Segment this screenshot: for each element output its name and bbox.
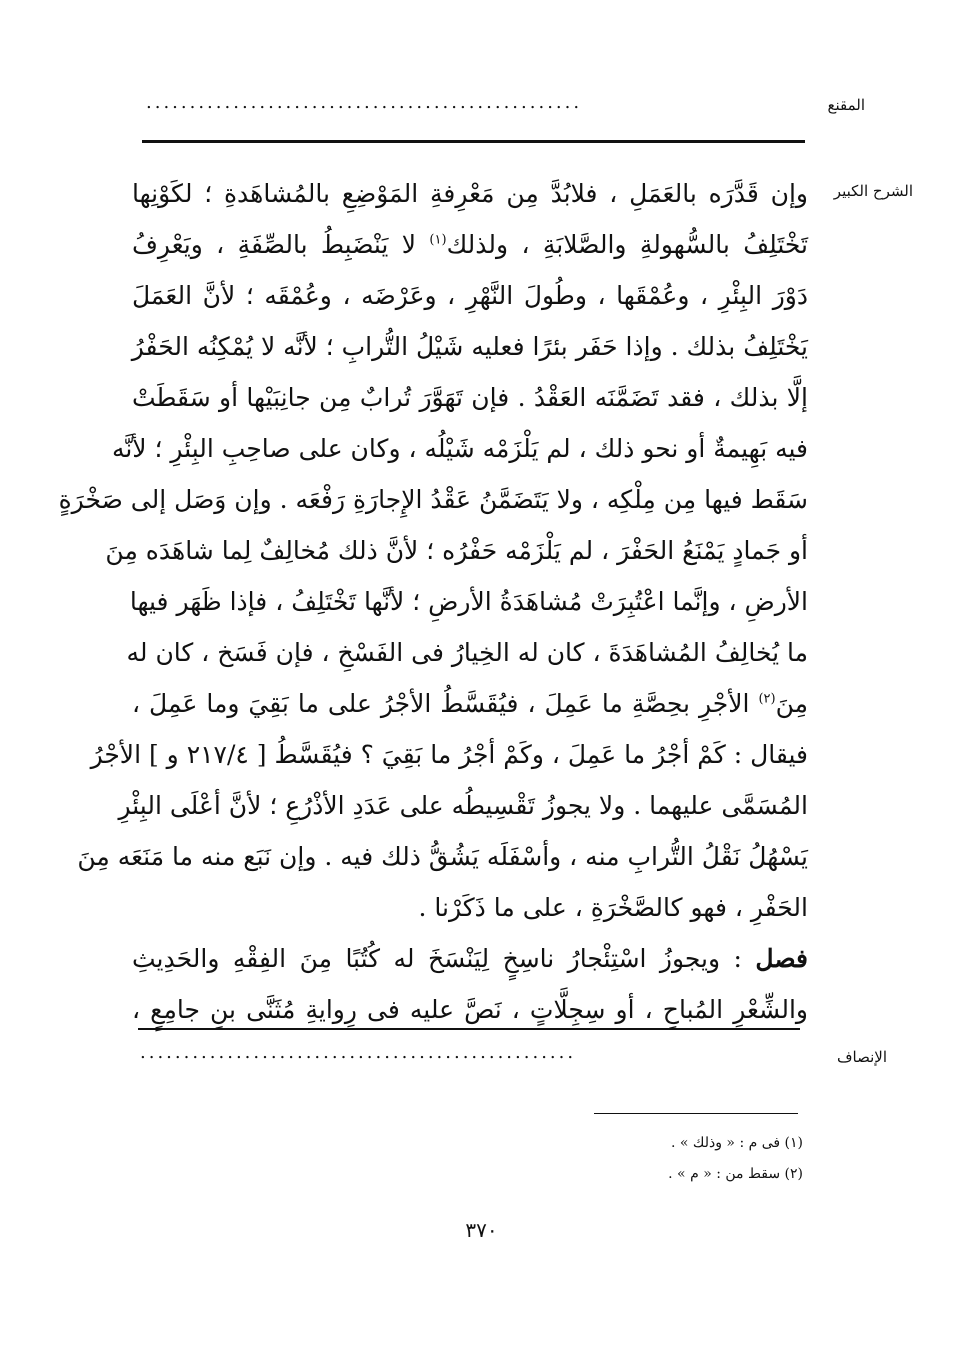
fasl-heading: فصل (755, 944, 808, 973)
text-line-8: أو جَمادٍ يَمْنَعُ الحَفْرَ ، لم يَلْزَمْه حَفْرُه ؛ لأنَّ ذلك مُخالِفٌ لِما شاهَدَه مِنَ (105, 536, 808, 565)
footnotes (668, 1128, 803, 1190)
text-line-2-head: تَخْتَلِفُ بالسُّهولةِ والصَّلابَةِ ، ولذلك (446, 230, 808, 259)
text-line-3: دَوْرَ البِئْرِ ، وعُمْقَها ، وطُولَ النَّهْرِ ، وعَرْضَه ، وعُمْقَه ؛ لأنَّ العَمَلَ (132, 281, 808, 310)
header-book-title: المقنع (827, 96, 865, 114)
footnote-1: (١) فى م : « وذلك » . (671, 1135, 803, 1151)
text-line-2 (132, 219, 808, 270)
footnote-ref-2: (٢) (758, 691, 776, 707)
text-line-13: المُسَمَّى عليهما . ولا يجوزُ تَقْسِيطُه على عَدَدِ الأذْرُعِ ؛ لأنَّ أعْلَى البِئْرِ (118, 791, 808, 820)
footnote-rule (594, 1113, 798, 1114)
text-line-11 (132, 678, 808, 729)
text-line-9: الأرضِ ، وإنَّما اعْتُبِرَتْ مُشاهَدَةُ الأرضِ ؛ لأنَّها تَخْتَلِفُ ، فإذا ظَهَر فيها (129, 587, 808, 616)
side-label-insaf: الإنصاف (836, 1048, 887, 1066)
text-line-11-tail: الأجْرِ بحِصَّةِ ما عَمِلَ ، فيُقَسَّطُ الأجْرُ على ما بَقِيَ وما عَمِلَ ، (132, 689, 759, 718)
text-line-15: الحَفْرِ ، فهو كالصَّخْرَةِ ، على ما ذَكَرْنا . (418, 893, 808, 922)
text-line-7: سَقَط فيها مِن مِلْكِه ، ولا يَتَضَمَّنُ عَقْدُ الإِجارَةِ رَفْعَه . وإن وَصَل إلى صَخْرَةٍ (58, 485, 808, 514)
insaf-dotted-leader: .................................................. (140, 1042, 577, 1063)
header-rule (142, 140, 805, 143)
text-line-4: يَخْتَلِفُ بذلك . وإذا حَفَر بئرًا فعليه شَيْلُ التُّرابِ ؛ لأنَّه لا يُمْكِنُه الحَفْرُ (131, 332, 808, 361)
text-line-14: يَسْهُلُ نَقْلُ التُّرابِ منه ، وأسْفَلَه يَشُقُّ ذلك فيه . وإن نَبَع منه ما مَنَعَه مِنَ (77, 842, 808, 871)
text-line-10: ما يُخالِفُ المُشاهَدَةَ ، كان له الخِيارُ فى الفَسْخِ ، فإن فَسَخ ، كان له (126, 638, 808, 667)
text-line-12: فيقال : كَمْ أجْرُ ما عَمِلَ ، وكَمْ أجْرُ ما بَقِيَ ؟ فيُقَسَّطُ [ ٢١٧/٤ و ] الأجْرُ (90, 740, 808, 769)
text-line-2-tail: لا يَنْضَبِطُ بالصِّفَةِ ، ويَعْرِفُ (132, 230, 430, 259)
text-line-5: إلَّا بذلك ، فقد تَضَمَّنَه العَقْدُ . فإن تَهَوَّرَ تُرابٌ مِن جانِبَيْها أو سَقَطَتْ (132, 383, 808, 412)
section-rule (138, 1028, 800, 1030)
fasl-line-1 (132, 933, 808, 984)
header-dotted-leader: .................................................. (146, 92, 583, 113)
footnote-ref-1: (١) (429, 232, 447, 248)
text-line-6: فيه بَهِيمةٌ أو نحو ذلك ، لم يَلْزَمْه شَيْلُه ، وكان على صاحِبِ البِئْرِ ؛ لأنَّه (111, 434, 808, 463)
fasl-line-1-text: : ويجوزُ اسْتِئْجارُ ناسِخٍ لِيَنْسَخَ له كُتُبًا مِنَ الفِقْهِ والحَدِيثِ (132, 944, 756, 973)
side-label-sharh: الشرح الكبير (833, 182, 913, 200)
text-line-1: وإن قَدَّرَه بالعَمَلِ ، فلابُدَّ مِن مَعْرِفةِ المَوْضِعِ بالمُشاهَدةِ ؛ لكَوْنِها (132, 179, 808, 208)
main-text (58, 168, 808, 1035)
footnote-2: (٢) سقط من : « م » . (668, 1166, 803, 1182)
page-number: ٣٧٠ (465, 1218, 498, 1242)
fasl-line-2: والشِّعْرِ المُباحِ ، أو سِجِلَّاتٍ ، نَصَّ عليه فى رِوايةِ مُثَنَّى بنِ جامِعٍ ، (132, 995, 808, 1024)
text-line-11-head: مِنَ (775, 689, 808, 718)
